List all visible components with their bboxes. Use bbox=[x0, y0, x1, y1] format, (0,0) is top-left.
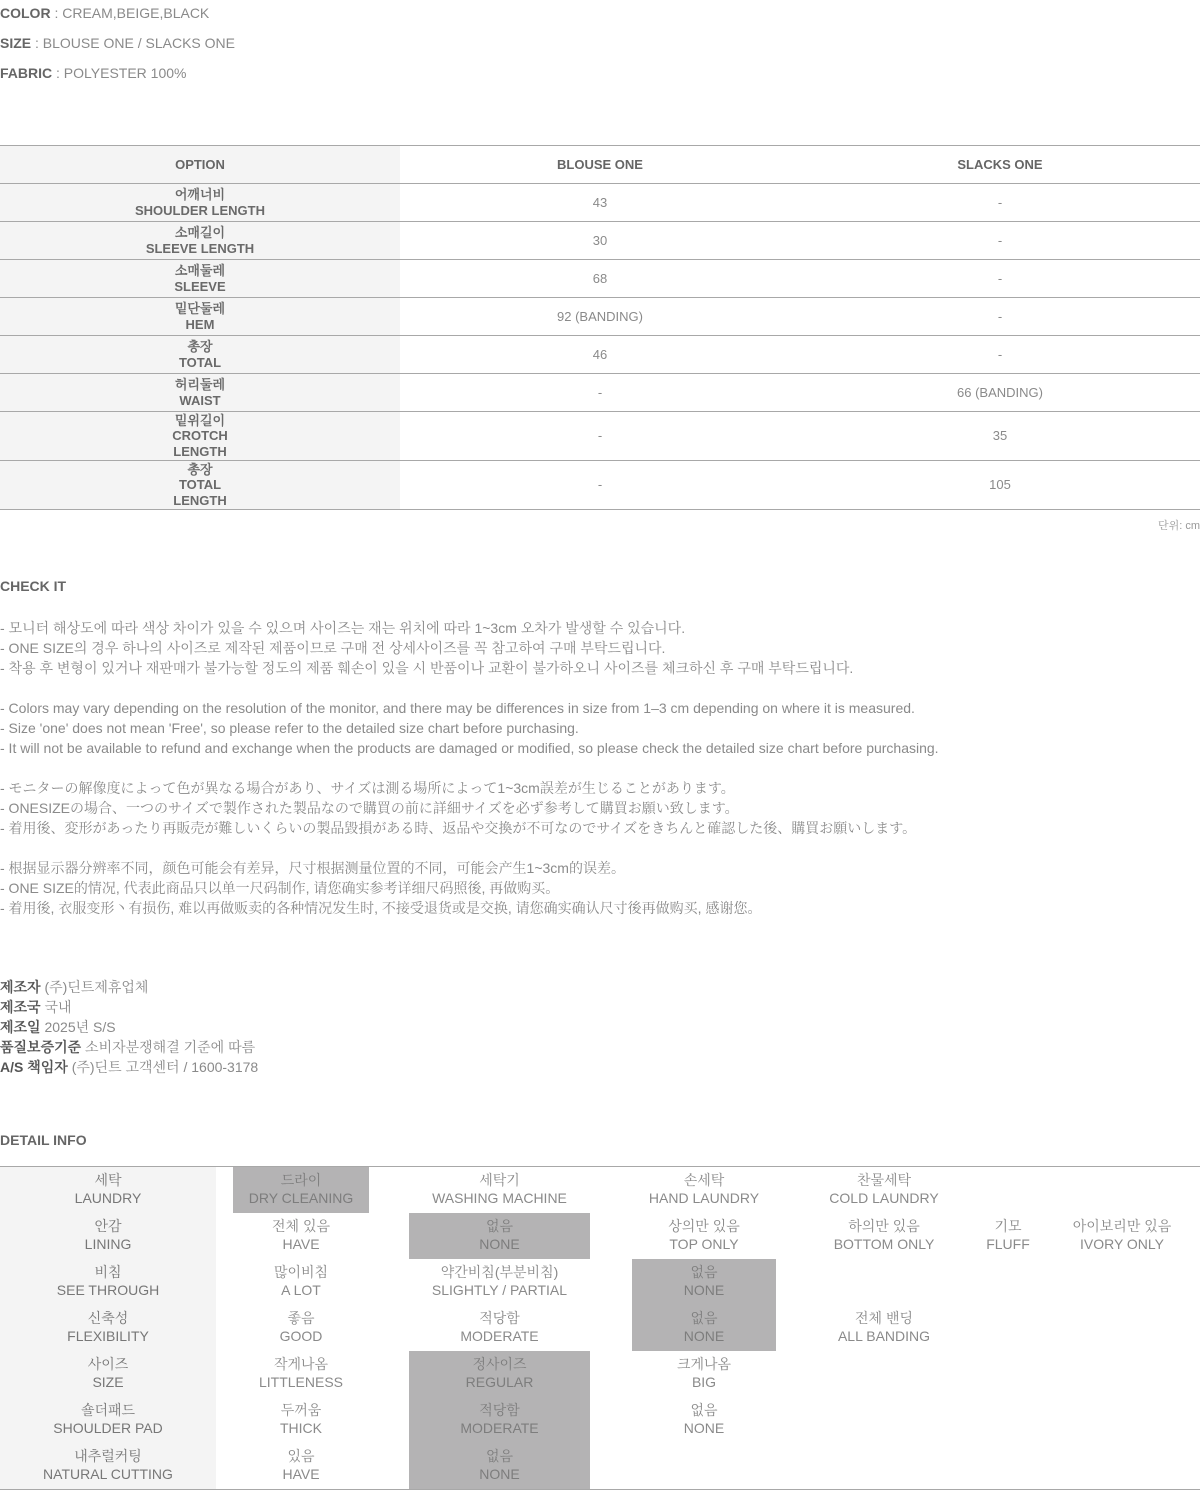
detail-option: 찬물세탁 COLD LAUNDRY bbox=[829, 1172, 939, 1206]
table-row bbox=[0, 184, 1200, 222]
notes-english bbox=[0, 698, 939, 758]
header-blouse: BLOUSE ONE bbox=[400, 146, 800, 184]
detail-option: 드라이 DRY CLEANING bbox=[233, 1167, 369, 1213]
blouse-value: - bbox=[400, 461, 800, 510]
slacks-value: 105 bbox=[800, 461, 1200, 510]
size-table-header bbox=[0, 146, 1200, 184]
detail-label: 세탁 LAUNDRY bbox=[0, 1167, 216, 1213]
row-label: 허리둘레 WAIST bbox=[0, 374, 400, 412]
detail-label: 사이즈 SIZE bbox=[0, 1351, 216, 1397]
row-label: 어깨너비 SHOULDER LENGTH bbox=[0, 184, 400, 222]
spec-label: COLOR bbox=[0, 5, 51, 21]
blouse-value: 92 (BANDING) bbox=[400, 298, 800, 336]
slacks-value: 35 bbox=[800, 412, 1200, 461]
detail-row-shoulder-pad bbox=[0, 1397, 1200, 1443]
maker-line: 품질보증기준 소비자분쟁해결 기준에 따름 bbox=[0, 1039, 256, 1055]
detail-option: 없음 NONE bbox=[683, 1402, 725, 1436]
detail-row-lining bbox=[0, 1213, 1200, 1259]
check-it-title: CHECK IT bbox=[0, 578, 67, 594]
detail-row-size bbox=[0, 1351, 1200, 1397]
detail-label: 안감 LINING bbox=[0, 1213, 216, 1259]
row-label: 소매길이 SLEEVE LENGTH bbox=[0, 222, 400, 260]
detail-option: 두꺼움 THICK bbox=[280, 1402, 322, 1436]
detail-option: 손세탁 HAND LAUNDRY bbox=[648, 1172, 760, 1206]
detail-option: 적당함 MODERATE bbox=[460, 1310, 539, 1344]
detail-option: 정사이즈 REGULAR bbox=[409, 1351, 590, 1397]
maker-line: 제조국 국내 bbox=[0, 999, 72, 1015]
maker-info bbox=[0, 977, 258, 1077]
slacks-value: 66 (BANDING) bbox=[800, 374, 1200, 412]
row-label: 소매둘레 SLEEVE bbox=[0, 260, 400, 298]
note-line: - モニターの解像度によって色が異なる場合があり、サイズは測る場所によって1~3cm誤差が生じることがあります。 bbox=[0, 780, 735, 796]
detail-label: 신축성 FLEXIBILITY bbox=[0, 1305, 216, 1351]
detail-option: 세탁기 WASHING MACHINE bbox=[432, 1172, 567, 1206]
detail-option: 좋음 GOOD bbox=[279, 1310, 323, 1344]
detail-option: 있음 HAVE bbox=[282, 1448, 320, 1482]
notes-chinese bbox=[0, 858, 939, 918]
blouse-value: 46 bbox=[400, 336, 800, 374]
note-line: - ONE SIZE的情况, 代表此商品只以单一尺码制作, 请您确实参考详细尺码照後, 再做购买。 bbox=[0, 880, 560, 896]
slacks-value: - bbox=[800, 298, 1200, 336]
row-label: 총장 TOTAL LENGTH bbox=[0, 461, 400, 510]
note-line: - Size 'one' does not mean 'Free', so please refer to the detailed size chart before purchasing. bbox=[0, 720, 579, 736]
note-line: - It will not be available to refund and exchange when the products are damaged or modified, so please check the detailed size chart before purchasing. bbox=[0, 740, 939, 756]
row-label: 밑위길이 CROTCH LENGTH bbox=[0, 412, 400, 461]
detail-option: 크게나옴 BIG bbox=[676, 1356, 732, 1390]
detail-option: 적당함 MODERATE bbox=[409, 1397, 590, 1443]
detail-info-table bbox=[0, 1166, 1200, 1490]
table-row bbox=[0, 412, 1200, 461]
detail-row-natural-cutting bbox=[0, 1443, 1200, 1489]
check-it-notes bbox=[0, 618, 939, 938]
spec-value: : BLOUSE ONE / SLACKS ONE bbox=[31, 35, 235, 51]
spec-fabric bbox=[0, 63, 186, 83]
size-table bbox=[0, 145, 1200, 510]
detail-option: 없음 NONE bbox=[409, 1213, 590, 1259]
table-row bbox=[0, 336, 1200, 374]
note-line: - 着用後, 衣服变形丶有损伤, 难以再做贩卖的各种情况发生时, 不接受退货或是交换, 请您确实确认尺寸後再做购买, 感谢您。 bbox=[0, 900, 762, 916]
notes-japanese bbox=[0, 778, 939, 838]
note-line: - 着用後、変形があったり再販売が難しいくらいの製品毀損がある時、返品や交換が不可なのでサイズをきちんと確認した後、購買お願いします。 bbox=[0, 820, 917, 836]
header-option: OPTION bbox=[0, 146, 400, 184]
notes-korean bbox=[0, 618, 939, 678]
maker-line: 제조일 2025년 S/S bbox=[0, 1019, 116, 1035]
note-line: - 착용 후 변형이 있거나 재판매가 불가능할 정도의 제품 훼손이 있을 시 반품이나 교환이 불가하오니 사이즈를 체크하신 후 구매 부탁드립니다. bbox=[0, 660, 854, 676]
table-row bbox=[0, 374, 1200, 412]
detail-option: 상의만 있음 TOP ONLY bbox=[668, 1218, 740, 1252]
detail-label: 비침 SEE THROUGH bbox=[0, 1259, 216, 1305]
blouse-value: - bbox=[400, 412, 800, 461]
detail-label: 숄더패드 SHOULDER PAD bbox=[0, 1397, 216, 1443]
slacks-value: - bbox=[800, 260, 1200, 298]
row-label: 총장 TOTAL bbox=[0, 336, 400, 374]
detail-row-see-through bbox=[0, 1259, 1200, 1305]
blouse-value: 43 bbox=[400, 184, 800, 222]
detail-option: 전체 있음 HAVE bbox=[272, 1218, 330, 1252]
note-line: - ONE SIZE의 경우 하나의 사이즈로 제작된 제품이므로 구매 전 상세사이즈를 꼭 참고하여 구매 부탁드립니다. bbox=[0, 640, 666, 656]
detail-info-title: DETAIL INFO bbox=[0, 1132, 87, 1148]
maker-line: A/S 책임자 (주)딘트 고객센터 / 1600-3178 bbox=[0, 1059, 259, 1075]
table-row bbox=[0, 222, 1200, 260]
note-line: - Colors may vary depending on the resolution of the monitor, and there may be differences in size from 1–3 cm depending on where it is measured. bbox=[0, 700, 915, 716]
header-slacks: SLACKS ONE bbox=[800, 146, 1200, 184]
spec-value: : POLYESTER 100% bbox=[52, 65, 187, 81]
spec-size bbox=[0, 33, 235, 53]
blouse-value: 30 bbox=[400, 222, 800, 260]
detail-option: 없음 NONE bbox=[632, 1305, 776, 1351]
blouse-value: 68 bbox=[400, 260, 800, 298]
detail-row-laundry bbox=[0, 1167, 1200, 1213]
row-label: 밑단둘레 HEM bbox=[0, 298, 400, 336]
spec-label: SIZE bbox=[0, 35, 32, 51]
detail-option: 하의만 있음 BOTTOM ONLY bbox=[833, 1218, 935, 1252]
detail-option: 많이비침 A LOT bbox=[273, 1264, 329, 1298]
blouse-value: - bbox=[400, 374, 800, 412]
spec-label: FABRIC bbox=[0, 65, 53, 81]
spec-value: : CREAM,BEIGE,BLACK bbox=[50, 5, 210, 21]
spec-color bbox=[0, 3, 209, 23]
unit-label: 단위: cm bbox=[1157, 520, 1200, 532]
detail-option: 전체 밴딩 ALL BANDING bbox=[837, 1310, 931, 1344]
detail-option: 없음 NONE bbox=[409, 1443, 590, 1489]
slacks-value: - bbox=[800, 336, 1200, 374]
detail-option: 기모 FLUFF bbox=[986, 1218, 1030, 1252]
slacks-value: - bbox=[800, 222, 1200, 260]
maker-line: 제조자 (주)딘트제휴업체 bbox=[0, 979, 149, 995]
detail-row-flexibility bbox=[0, 1305, 1200, 1351]
detail-option: 아이보리만 있음 IVORY ONLY bbox=[1072, 1218, 1172, 1252]
detail-label: 내추럴커팅 NATURAL CUTTING bbox=[0, 1443, 216, 1489]
note-line: - 根据显示器分辨率不同，颜色可能会有差异，尺寸根据测量位置的不同，可能会产生1~3cm的误差。 bbox=[0, 860, 625, 876]
table-row bbox=[0, 461, 1200, 510]
table-row bbox=[0, 298, 1200, 336]
note-line: - 모니터 해상도에 따라 색상 차이가 있을 수 있으며 사이즈는 재는 위치에 따라 1~3cm 오차가 발생할 수 있습니다. bbox=[0, 620, 686, 636]
detail-option: 약간비침(부분비침) SLIGHTLY / PARTIAL bbox=[431, 1264, 568, 1298]
slacks-value: - bbox=[800, 184, 1200, 222]
table-row bbox=[0, 260, 1200, 298]
detail-option: 없음 NONE bbox=[632, 1259, 776, 1305]
detail-option: 작게나옴 LITTLENESS bbox=[258, 1356, 344, 1390]
note-line: - ONESIZEの場合、一つのサイズで製作された製品なので購買の前に詳細サイズを必ず参考して購買お願い致します。 bbox=[0, 800, 739, 816]
